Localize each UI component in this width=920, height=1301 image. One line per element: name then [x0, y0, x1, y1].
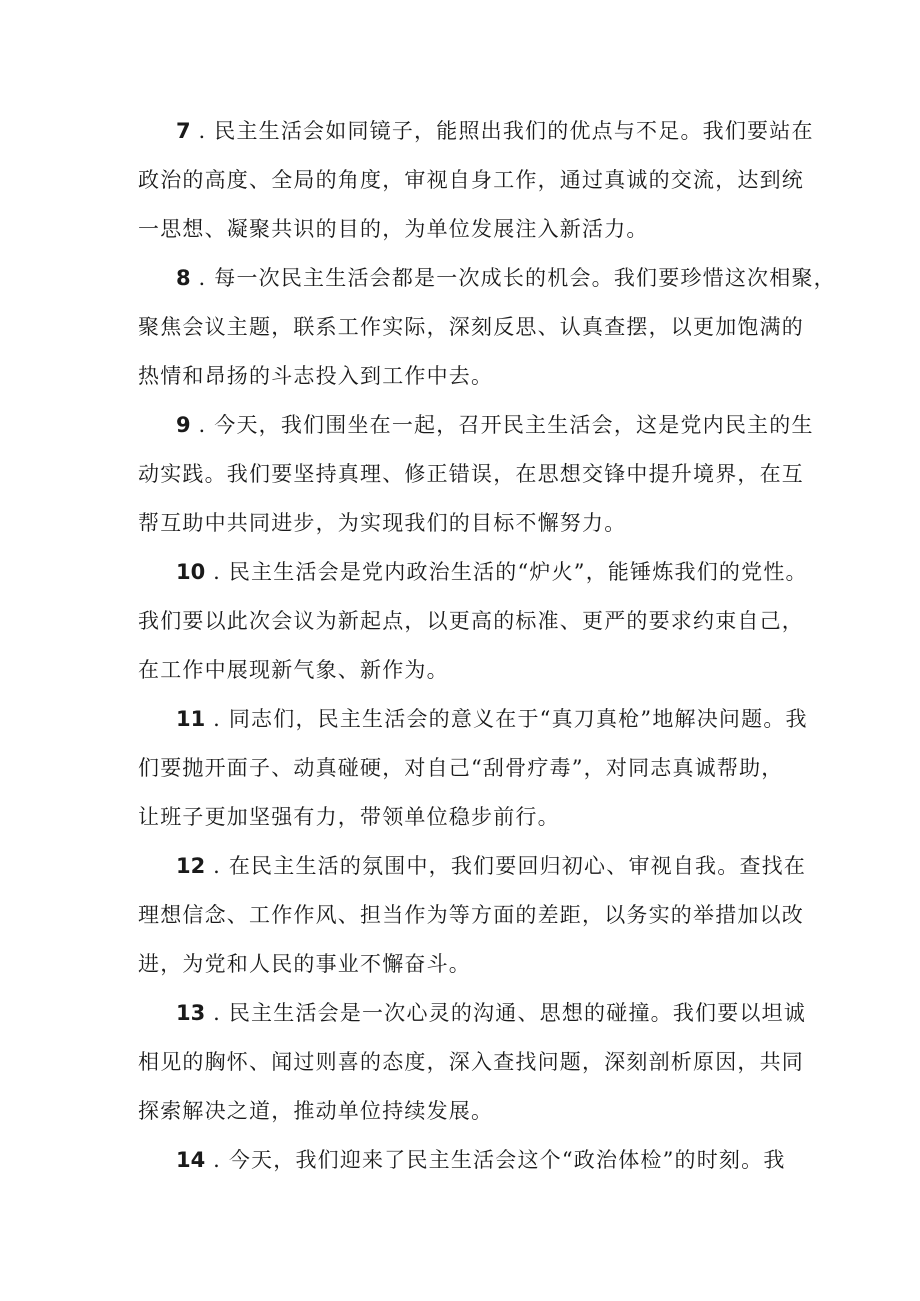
- paragraph-8-line-2: 聚焦会议主题，联系工作实际，深刻反思、认真查摆，以更加饱满的: [138, 315, 804, 339]
- paragraph-9-line-3: 帮互助中共同进步，为实现我们的目标不懈努力。: [138, 511, 627, 535]
- paragraph-12-line-1: 12 . 在民主生活的氛围中，我们要回归初心、审视自我。查找在: [176, 854, 807, 878]
- paragraph-number: 8: [176, 266, 191, 290]
- paragraph-8-line-1: 8 . 每一次民主生活会都是一次成长的机会。我们要珍惜这次相聚，: [176, 266, 836, 290]
- paragraph-11-line-1: 11 . 同志们，民主生活会的意义在于“真刀真枪”地解决问题。我: [176, 707, 808, 731]
- paragraph-number: 9: [176, 413, 191, 437]
- paragraph-12-line-2: 理想信念、工作作风、担当作为等方面的差距，以务实的举措加以改: [138, 903, 804, 927]
- paragraph-number: 13: [176, 1001, 206, 1025]
- paragraph-7-line-1: 7 . 民主生活会如同镜子，能照出我们的优点与不足。我们要站在: [176, 119, 814, 143]
- paragraph-number: 12: [176, 854, 206, 878]
- paragraph-7-line-3: 一思想、凝聚共识的目的，为单位发展注入新活力。: [138, 217, 649, 241]
- paragraph-number: 10: [176, 560, 206, 584]
- paragraph-7-line-2: 政治的高度、全局的角度，审视自身工作，通过真诚的交流，达到统: [138, 168, 804, 192]
- paragraph-number: 7: [176, 119, 191, 143]
- paragraph-12-line-3: 进，为党和人民的事业不懈奋斗。: [138, 952, 471, 976]
- paragraph-10-line-1: 10 . 民主生活会是党内政治生活的“炉火”，能锤炼我们的党性。: [176, 560, 808, 584]
- paragraph-13-line-1: 13 . 民主生活会是一次心灵的沟通、思想的碰撞。我们要以坦诚: [176, 1001, 807, 1025]
- paragraph-13-line-3: 探索解决之道，推动单位持续发展。: [138, 1099, 494, 1123]
- paragraph-9-line-1: 9 . 今天，我们围坐在一起，召开民主生活会，这是党内民主的生: [176, 413, 814, 437]
- paragraph-10-line-3: 在工作中展现新气象、新作为。: [138, 658, 449, 682]
- paragraph-11-line-2: 们要抛开面子、动真碰硬，对自己“刮骨疗毒”，对同志真诚帮助，: [138, 756, 784, 780]
- paragraph-number: 14: [176, 1148, 206, 1172]
- paragraph-10-line-2: 我们要以此次会议为新起点，以更高的标准、更严的要求约束自己，: [138, 609, 804, 633]
- paragraph-9-line-2: 动实践。我们要坚持真理、修正错误，在思想交锋中提升境界，在互: [138, 462, 804, 486]
- paragraph-14-line-1: 14 . 今天，我们迎来了民主生活会这个“政治体检”的时刻。我: [176, 1148, 786, 1172]
- paragraph-8-line-3: 热情和昂扬的斗志投入到工作中去。: [138, 364, 494, 388]
- paragraph-11-line-3: 让班子更加坚强有力，带领单位稳步前行。: [138, 805, 560, 829]
- paragraph-13-line-2: 相见的胸怀、闻过则喜的态度，深入查找问题，深刻剖析原因，共同: [138, 1050, 804, 1074]
- paragraph-number: 11: [176, 707, 206, 731]
